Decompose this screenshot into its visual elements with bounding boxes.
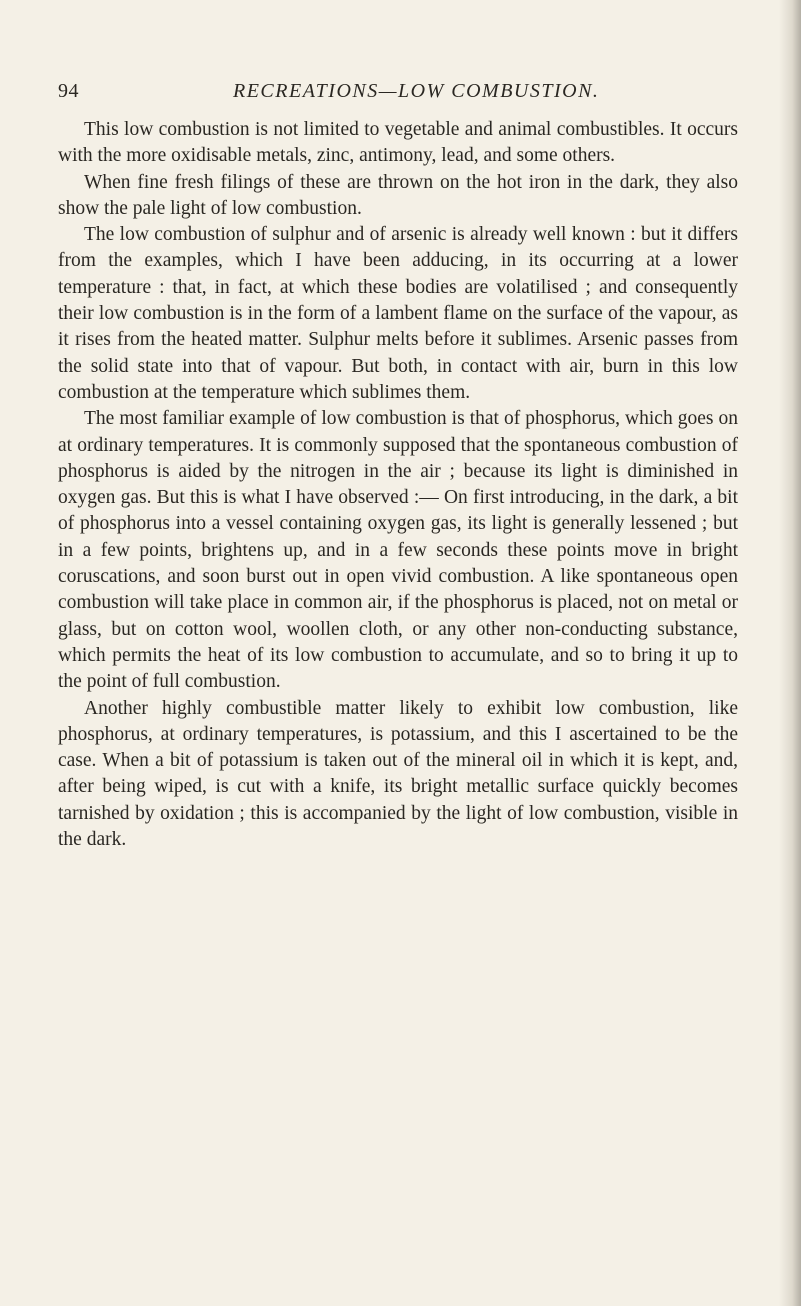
paragraph: Another highly combustible matter likely to exhibit low combustion, like phosphorus, at ordinary temperatures, is potassium, and this I ascertained to be the case. When a bit of potassium is taken out of the mineral oil in which it is kept, and, after being wiped, is cut with a knife, its bright metallic surface quickly becomes tarnished by oxidation ; this is accompanied by the light of low combustion, visible in the dark. [58, 697, 738, 851]
body-text [58, 117, 738, 853]
page-header [58, 80, 738, 110]
paragraph: The low combustion of sulphur and of arsenic is already well known : but it differs from the examples, which I have been adducing, in its occurring at a lower temperature : that, in fact, at which these bodies are volatilised ; and consequently their low combustion is in the form of a lambent flame on the surface of the vapour, as it rises from the heated matter. Sulphur melts before it sublimes. Arsenic passes from the solid state into that of vapour. But both, in contact with air, burn in this low combustion at the temperature which sublimes them. [58, 224, 738, 403]
paragraph: The most familiar example of low combustion is that of phosphorus, which goes on at ordinary temperatures. It is commonly supposed that the spontaneous combustion of phosphorus is aided by the nitrogen in the air ; because its light is diminished in oxygen gas. But this is what I have observed :— On first introducing, in the dark, a bit of phosphorus into a vessel containing oxygen gas, its light is generally lessened ; but in a few points, brightens up, and in a few seconds these points move in bright coruscations, and soon burst out in open vivid combustion. A like spontaneous open combustion will take place in common air, if the phosphorus is placed, not on metal or glass, but on cotton wool, woollen cloth, or any other non-conducting substance, which permits the heat of its low combustion to accumulate, and so to bring it up to the point of full combustion. [58, 408, 738, 693]
page-number: 94 [58, 80, 79, 102]
paragraph: When fine fresh filings of these are thrown on the hot iron in the dark, they also show the pale light of low combustion. [58, 171, 738, 219]
paragraph: This low combustion is not limited to vegetable and animal combustibles. It occurs with the more oxidisable metals, zinc, antimony, lead, and some others. [58, 119, 738, 167]
running-head: RECREATIONS—LOW COMBUSTION. [233, 80, 600, 102]
page-binding-shadow [779, 0, 801, 1306]
